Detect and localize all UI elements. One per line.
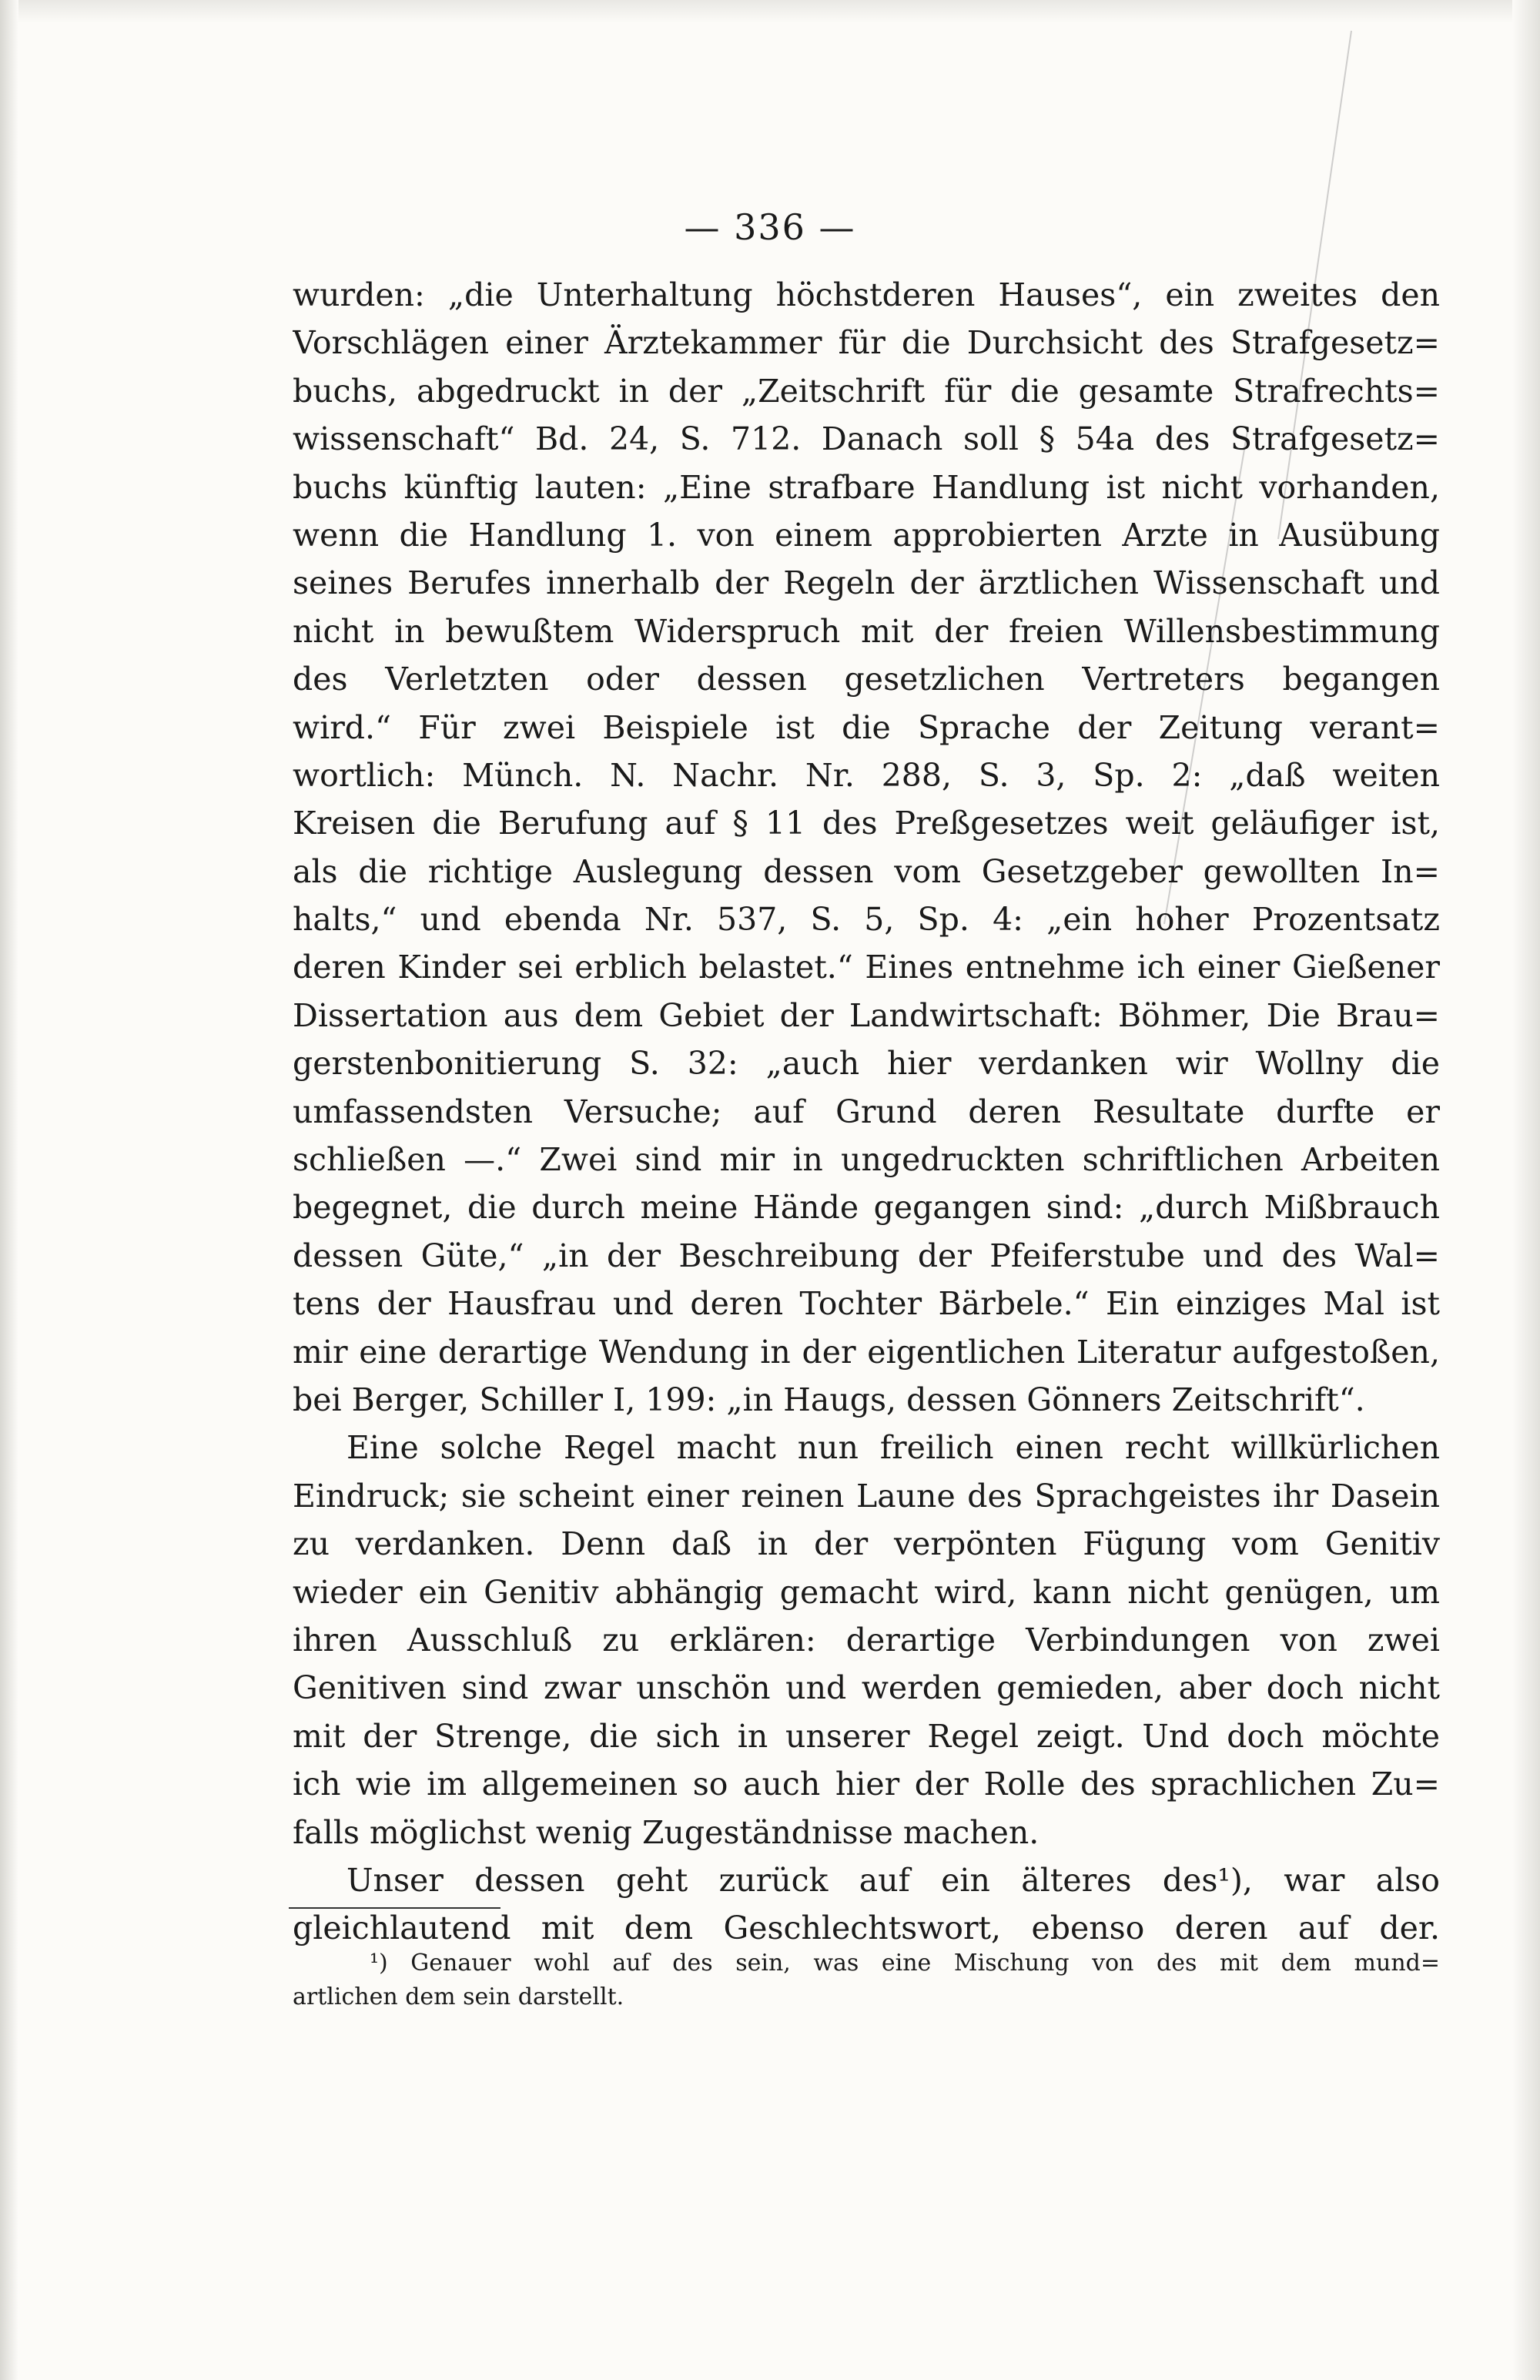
text-line: wortlich: Münch. N. Nachr. Nr. 288, S. 3, Sp. 2: „daß weiten (293, 756, 1440, 794)
text-line: als die richtige Auslegung dessen vom Gesetzgeber gewollten In= (293, 852, 1440, 890)
text-line: ihren Ausschluß zu erklären: derartige Verbindungen von zwei (293, 1621, 1440, 1659)
text-line: bei Berger, Schiller I, 199: „in Haugs, dessen Gönners Zeitschrift“. (293, 1381, 1365, 1418)
text-line: buchs künftig lauten: „Eine strafbare Handlung ist nicht vorhanden, (293, 468, 1440, 506)
text-line: Eine solche Regel macht nun freilich einen recht willkürlichen (346, 1429, 1440, 1467)
text-line: wird.“ Für zwei Beispiele ist die Sprache der Zeitung verant= (293, 708, 1440, 746)
footnote-line: ¹) Genauer wohl auf des sein, was eine Mischung von des mit dem mund= (370, 1950, 1440, 1977)
text-line: seines Berufes innerhalb der Regeln der ärztlichen Wissenschaft und (293, 564, 1440, 602)
text-line: falls möglichst wenig Zugeständnisse machen. (293, 1813, 1040, 1851)
text-line: halts,“ und ebenda Nr. 537, S. 5, Sp. 4: „ein hoher Prozentsatz (293, 901, 1440, 939)
text-line: wenn die Handlung 1. von einem approbierten Arzte in Ausübung (293, 516, 1440, 554)
footnote (293, 1947, 1440, 2014)
text-line: tens der Hausfrau und deren Tochter Bärbele.“ Ein einziges Mal ist (293, 1285, 1440, 1323)
text-line: umfassendsten Versuche; auf Grund deren Resultate durfte er (293, 1093, 1440, 1130)
text-line: Kreisen die Berufung auf § 11 des Preßgesetzes weit geläufiger ist, (293, 805, 1440, 842)
text-line: wurden: „die Unterhaltung höchstderen Hauses“, ein zweites den (293, 276, 1440, 313)
text-line: zu verdanken. Denn daß in der verpönten Fügung vom Genitiv (293, 1525, 1440, 1563)
text-line: buchs, abgedruckt in der „Zeitschrift für die gesamte Strafrechts= (293, 372, 1440, 410)
text-line: begegnet, die durch meine Hände gegangen sind: „durch Mißbrauch (293, 1189, 1440, 1227)
body-text (293, 271, 1440, 1953)
text-line: dessen Güte,“ „in der Beschreibung der Pfeiferstube und des Wal= (293, 1237, 1440, 1274)
text-line: wissenschaft“ Bd. 24, S. 712. Danach soll § 54a des Strafgesetz= (293, 420, 1440, 458)
text-line: mir eine derartige Wendung in der eigentlichen Literatur aufgestoßen, (293, 1333, 1440, 1371)
text-line: Eindruck; sie scheint einer reinen Laune des Sprachgeistes ihr Dasein (293, 1477, 1440, 1515)
text-line: des Verletzten oder dessen gesetzlichen Vertreters begangen (293, 661, 1440, 698)
text-line: Genitiven sind zwar unschön und werden gemieden, aber doch nicht (293, 1669, 1440, 1707)
text-line: Dissertation aus dem Gebiet der Landwirtschaft: Böhmer, Die Brau= (293, 996, 1440, 1034)
text-line: gerstenbonitierung S. 32: „auch hier verdanken wir Wollny die (293, 1045, 1440, 1083)
text-line: wieder ein Genitiv abhängig gemacht wird, kann nicht genügen, um (293, 1573, 1440, 1611)
text-line: deren Kinder sei erblich belastet.“ Eines entnehme ich einer Gießener (293, 949, 1440, 986)
text-line: nicht in bewußtem Widerspruch mit der freien Willensbestimmung (293, 612, 1440, 650)
text-line: schließen —.“ Zwei sind mir in ungedruckten schriftlichen Arbeiten (293, 1141, 1440, 1179)
text-line: mit der Strenge, die sich in unserer Regel zeigt. Und doch möchte (293, 1717, 1440, 1755)
text-line: ich wie im allgemeinen so auch hier der Rolle des sprachlichen Zu= (293, 1766, 1440, 1803)
footnote-line: artlichen dem sein darstellt. (293, 1983, 624, 2010)
text-line: gleichlautend mit dem Geschlechtswort, ebenso deren auf der. (293, 1910, 1440, 1947)
page-number: — 336 — (684, 206, 856, 248)
text-line: Vorschlägen einer Ärztekammer für die Durchsicht des Strafgesetz= (293, 324, 1440, 362)
text-line: Unser dessen geht zurück auf ein älteres des¹), war also (346, 1861, 1440, 1899)
